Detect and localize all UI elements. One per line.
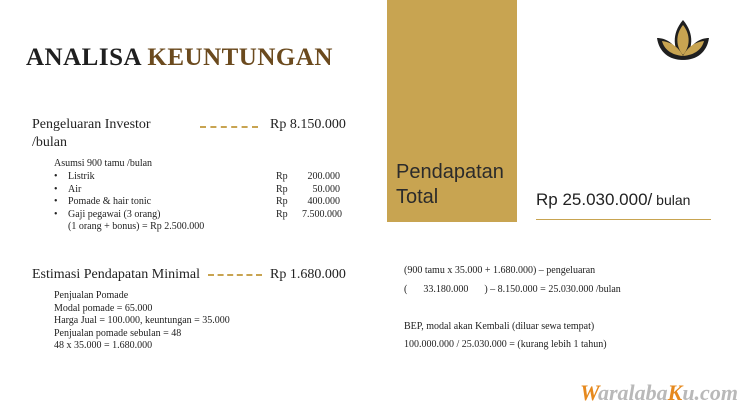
estimasi-details (54, 290, 230, 353)
watermark-logo: WaralabaKu.com (580, 380, 738, 405)
pendapatan-label-line2: Total (396, 186, 439, 208)
estimasi-line: 48 x 35.000 = 1.680.000 (54, 340, 153, 351)
bullet-icon: • (54, 183, 58, 195)
cost-row: Rp 7.500.000 (276, 208, 342, 220)
estimasi-line: Modal pomade = 65.000 (54, 302, 153, 314)
pendapatan-underline (536, 219, 711, 220)
gaji-note: (1 orang + bonus) = Rp 2.500.000 (68, 221, 205, 232)
estimasi-line: Penjualan Pomade (54, 290, 129, 301)
list-item: • Gaji pegawai (3 orang) (54, 208, 161, 220)
estimasi-line: Penjualan pomade sebulan = 48 (54, 327, 182, 339)
cost-row: Rp 400.000 (276, 196, 340, 207)
pendapatan-total-value (536, 190, 690, 210)
bullet-icon: • (54, 196, 58, 207)
pengeluaran-dash-leader (200, 126, 258, 128)
pendapatan-label-line1: Pendapatan (396, 161, 504, 183)
title-part1: ANALISA (26, 44, 141, 71)
bep-label: BEP, modal akan Kembali (diluar sewa tempat) (404, 321, 595, 332)
pengeluaran-amount: Rp 8.150.000 (270, 117, 346, 132)
pengeluaran-label-line2: /bulan (32, 135, 67, 150)
estimasi-label: Estimasi Pendapatan Minimal (32, 267, 200, 282)
estimasi-amount: Rp 1.680.000 (270, 267, 346, 282)
pengeluaran-label (32, 116, 151, 152)
asumsi-text: Asumsi 900 tamu /bulan (54, 158, 153, 169)
expense-costs (276, 171, 340, 221)
expense-list (54, 171, 160, 221)
pendapatan-unit: bulan (652, 192, 691, 208)
pengeluaran-label-line1: Pengeluaran Investor (32, 117, 151, 132)
estimasi-dash-leader (208, 274, 262, 276)
pendapatan-total-label (396, 160, 504, 210)
title-part2: KEUNTUNGAN (147, 44, 333, 71)
pendapatan-value: Rp 25.030.000/ (536, 190, 653, 209)
calc-line1: (900 tamu x 35.000 + 1.680.000) – pengeluaran (404, 265, 596, 276)
list-item: • Pomade & hair tonic (54, 196, 152, 207)
list-item: • Listrik (54, 171, 95, 182)
bullet-icon: • (54, 171, 58, 182)
cost-row: Rp 200.000 (276, 171, 340, 182)
lotus-flower-icon (655, 16, 711, 66)
bullet-icon: • (54, 208, 58, 220)
bep-value: 100.000.000 / 25.030.000 = (kurang lebih 1 tahun) (404, 339, 607, 350)
page-title (26, 44, 333, 72)
estimasi-line: Harga Jual = 100.000, keuntungan = 35.000 (54, 315, 230, 326)
cost-row: Rp 50.000 (276, 183, 340, 195)
list-item: • Air (54, 183, 82, 195)
calc-line2: ( 33.180.000 ) – 8.150.000 = 25.030.000 /bulan (404, 284, 621, 295)
